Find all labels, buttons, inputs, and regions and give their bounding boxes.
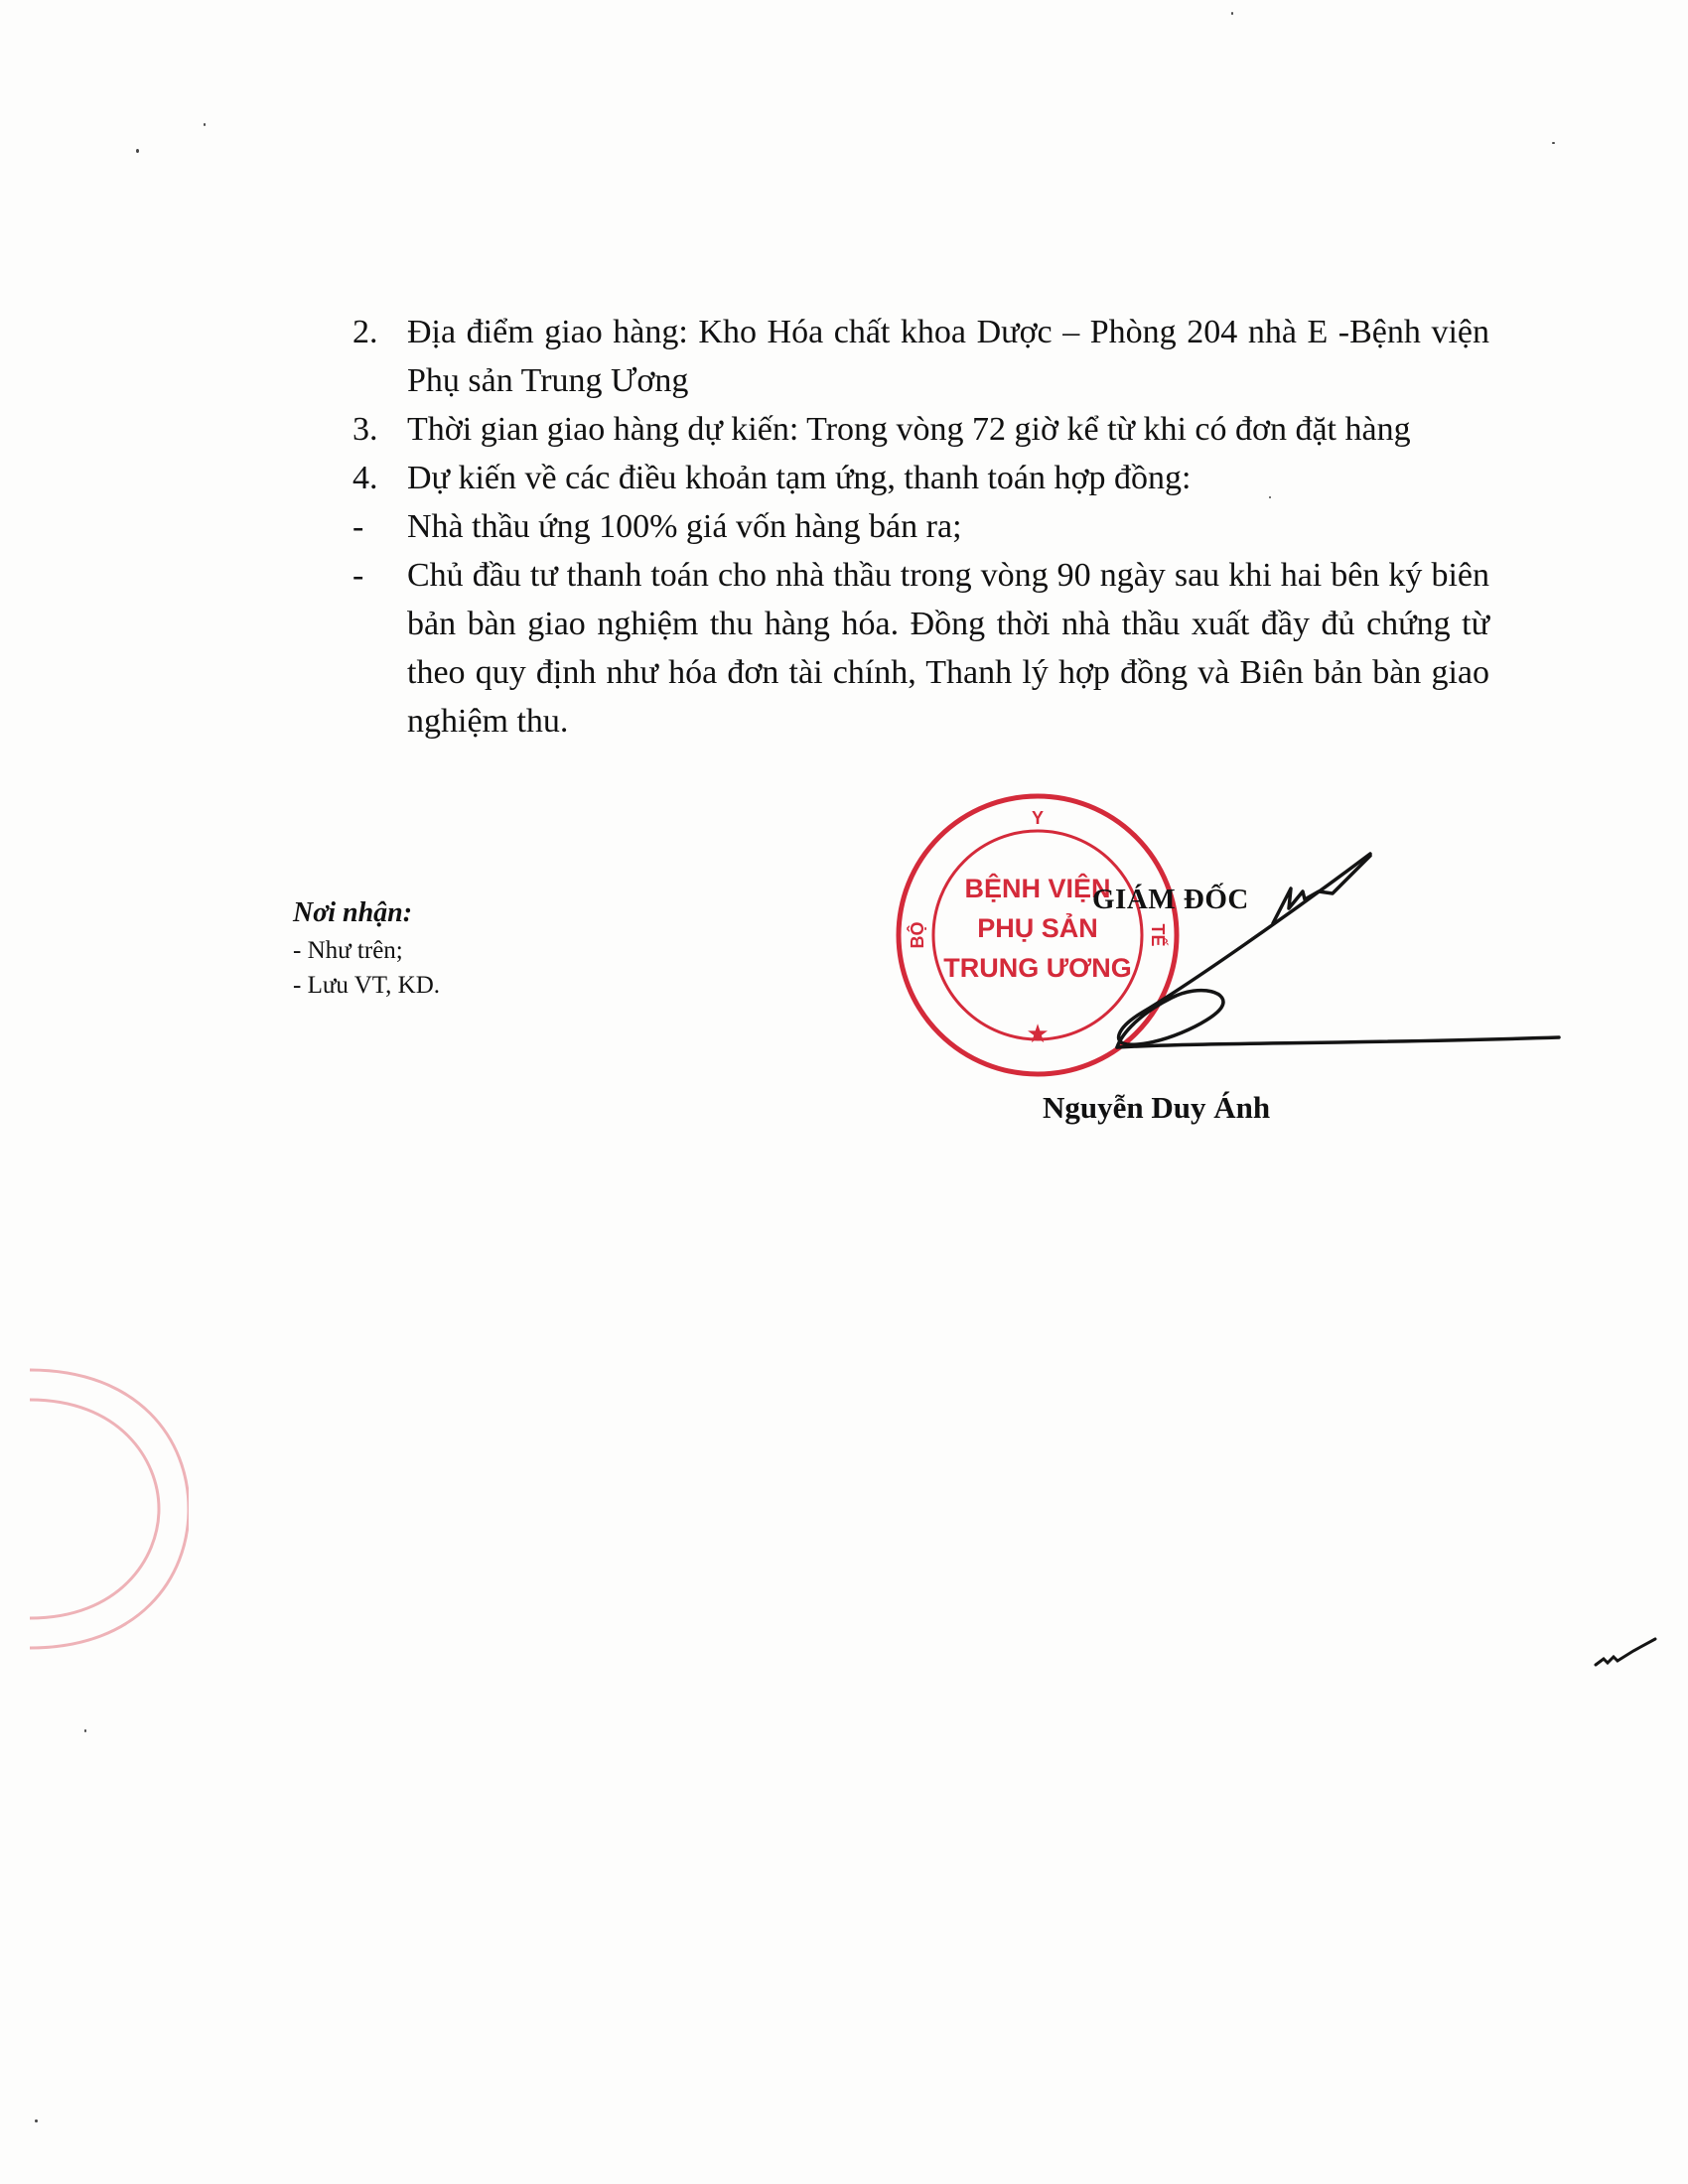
stamp-line: TRUNG ƯƠNG [943, 953, 1132, 983]
scan-speck [136, 149, 139, 153]
recipients-heading: Nơi nhận: [293, 897, 413, 928]
list-item [352, 502, 1489, 551]
recipients-block [293, 893, 440, 1003]
list-marker: 4. [352, 460, 378, 496]
scan-speck [84, 1729, 86, 1732]
list-item [352, 308, 1489, 405]
list-item [352, 551, 1489, 746]
list-marker: 2. [352, 314, 378, 350]
terms-list [352, 308, 1489, 746]
stamp-right-arc: TẾ [1148, 923, 1168, 947]
list-marker: - [352, 557, 364, 594]
recipient-line: - Như trên; [293, 937, 403, 964]
stamp-top-arc: Y [1031, 808, 1045, 828]
advance-payment-text: Nhà thầu ứng 100% giá vốn hàng bán ra; [407, 508, 962, 545]
recipient-line: - Lưu VT, KD. [293, 972, 441, 999]
scan-speck [204, 123, 206, 126]
stamp-line: PHỤ SẢN [977, 913, 1098, 943]
handwritten-signature [1043, 834, 1579, 1082]
stamp-line: BỆNH VIỆN [964, 874, 1111, 903]
scan-speck [35, 2119, 38, 2122]
list-marker: 3. [352, 411, 378, 448]
signer-title: GIÁM ĐỐC [1092, 884, 1249, 915]
stamp-left-arc: BỘ [908, 921, 927, 949]
list-item [352, 454, 1489, 502]
payment-schedule-text: Chủ đầu tư thanh toán cho nhà thầu trong vòng 90 ngày sau khi hai bên ký biên bản bàn giao nghiệm thu hàng hóa. Đồng thời nhà thầu xuất đầy đủ chứng từ theo quy định như hóa đơn tài chính, Thanh lý hợp đồng và Biên bản bàn giao nghiệm thu. [407, 557, 1489, 740]
scan-speck [1231, 12, 1233, 15]
list-item [352, 405, 1489, 454]
payment-terms-heading: Dự kiến về các điều khoản tạm ứng, thanh toán hợp đồng: [407, 460, 1192, 496]
list-marker: - [352, 508, 364, 545]
star-icon: ★ [1026, 1019, 1050, 1048]
delivery-time-text: Thời gian giao hàng dự kiến: Trong vòng 72 giờ kể từ khi có đơn đặt hàng [407, 411, 1411, 448]
scan-speck [1552, 142, 1555, 144]
ink-mark [1594, 1633, 1663, 1673]
faint-stamp-bleed [20, 1360, 189, 1658]
delivery-location-text: Địa điểm giao hàng: Kho Hóa chất khoa Dược – Phòng 204 nhà E -Bệnh viện Phụ sản Trung Ương [407, 314, 1489, 399]
signer-name: Nguyễn Duy Ánh [1043, 1090, 1271, 1125]
